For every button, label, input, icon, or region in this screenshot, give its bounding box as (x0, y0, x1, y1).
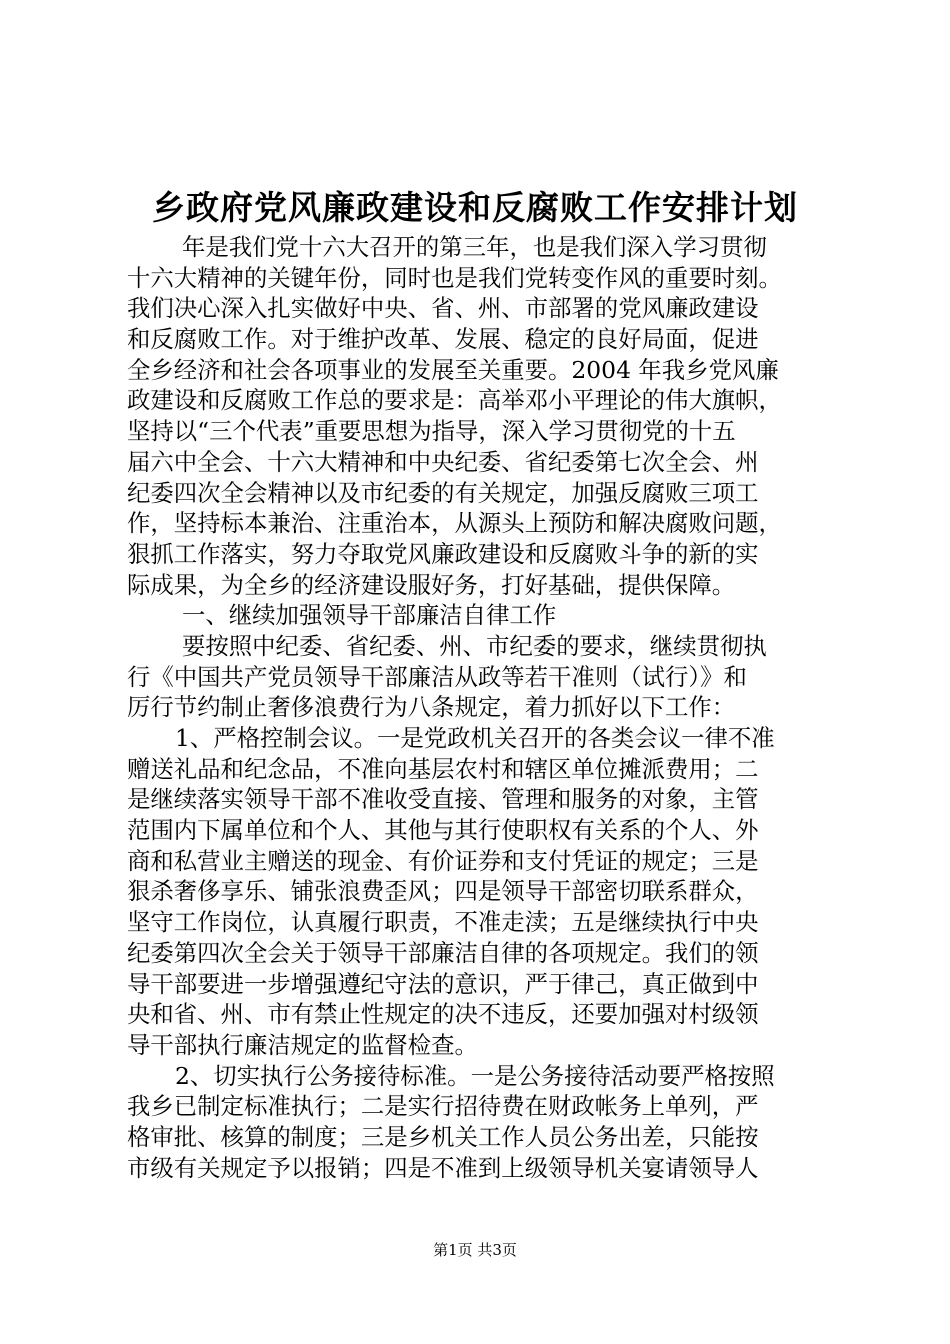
text-line: 我们决心深入扎实做好中央、省、州、市部署的党风廉政建设 (127, 294, 759, 323)
text-line: 狠抓工作落实，努力夺取党风廉政建设和反腐败斗争的新的实 (127, 539, 759, 568)
text-line: 格审批、核算的制度；三是乡机关工作人员公务出差，只能按 (127, 1122, 759, 1151)
text-line: 市级有关规定予以报销；四是不准到上级领导机关宴请领导人 (127, 1153, 759, 1182)
text-line: 导干部执行廉洁规定的监督检查。 (127, 1030, 478, 1059)
text-line: 纪委第四次全会关于领导干部廉洁自律的各项规定。我们的领 (127, 938, 759, 967)
text-line: 是继续落实领导干部不准收受直接、管理和服务的对象，主管 (127, 785, 759, 814)
text-line: 央和省、州、市有禁止性规定的决不违反，还要加强对村级领 (127, 1000, 759, 1029)
text-line: 际成果，为全乡的经济建设服好务，打好基础，提供保障。 (127, 570, 736, 599)
text-line: 厉行节约制止奢侈浪费行为八条规定，着力抓好以下工作： (127, 693, 736, 722)
text-line: 和反腐败工作。对于维护改革、发展、稳定的良好局面，促进 (127, 325, 759, 354)
text-line: 届六中全会、十六大精神和中央纪委、省纪委第七次全会、州 (127, 447, 759, 476)
text-line: 年是我们党十六大召开的第三年，也是我们深入学习贯彻 (182, 233, 767, 261)
text-line: 坚守工作岗位，认真履行职责，不准走渎；五是继续执行中央 (127, 908, 759, 937)
text-line: 范围内下属单位和个人、其他与其行使职权有关系的个人、外 (127, 816, 759, 845)
text-line: 全乡经济和社会各项事业的发展至关重要。2004 年我乡党风廉 (127, 355, 779, 384)
text-line: 1、严格控制会议。一是党政机关召开的各类会议一律不准 (175, 724, 775, 752)
section-heading: 一、继续加强领导干部廉洁自律工作 (182, 601, 557, 630)
text-line: 导干部要进一步增强遵纪守法的意识，严于律己，真正做到中 (127, 969, 759, 998)
text-line: 坚持以“三个代表”重要思想为指导，深入学习贯彻党的十五 (127, 417, 736, 446)
text-line: 十六大精神的关键年份，同时也是我们党转变作风的重要时刻。 (127, 263, 782, 292)
text-line: 我乡已制定标准执行；二是实行招待费在财政帐务上单列，严 (127, 1092, 759, 1121)
text-line: 行《中国共产党员领导干部廉洁从政等若干准则（试行）》和 (127, 662, 747, 691)
text-line: 商和私营业主赠送的现金、有价证券和支付凭证的规定；三是 (127, 846, 759, 875)
text-line: 纪委四次全会精神以及市纪委的有关规定，加强反腐败三项工 (127, 478, 759, 507)
text-line: 狠杀奢侈享乐、铺张浪费歪风；四是领导干部密切联系群众， (127, 877, 759, 906)
page-footer: 第1页 共3页 (433, 1241, 517, 1259)
text-line: 作，坚持标本兼治、注重治本，从源头上预防和解决腐败问题， (127, 509, 782, 538)
text-line: 赠送礼品和纪念品，不准向基层农村和辖区单位摊派费用；二 (127, 754, 759, 783)
document-body (127, 232, 835, 1183)
document-title: 乡政府党风廉政建设和反腐败工作安排计划 (152, 188, 798, 227)
text-line: 要按照中纪委、省纪委、州、市纪委的要求，继续贯彻执 (182, 631, 767, 660)
text-line: 政建设和反腐败工作总的要求是：高举邓小平理论的伟大旗帜， (127, 386, 782, 415)
text-line: 2、切实执行公务接待标准。一是公务接待活动要严格按照 (175, 1061, 775, 1090)
